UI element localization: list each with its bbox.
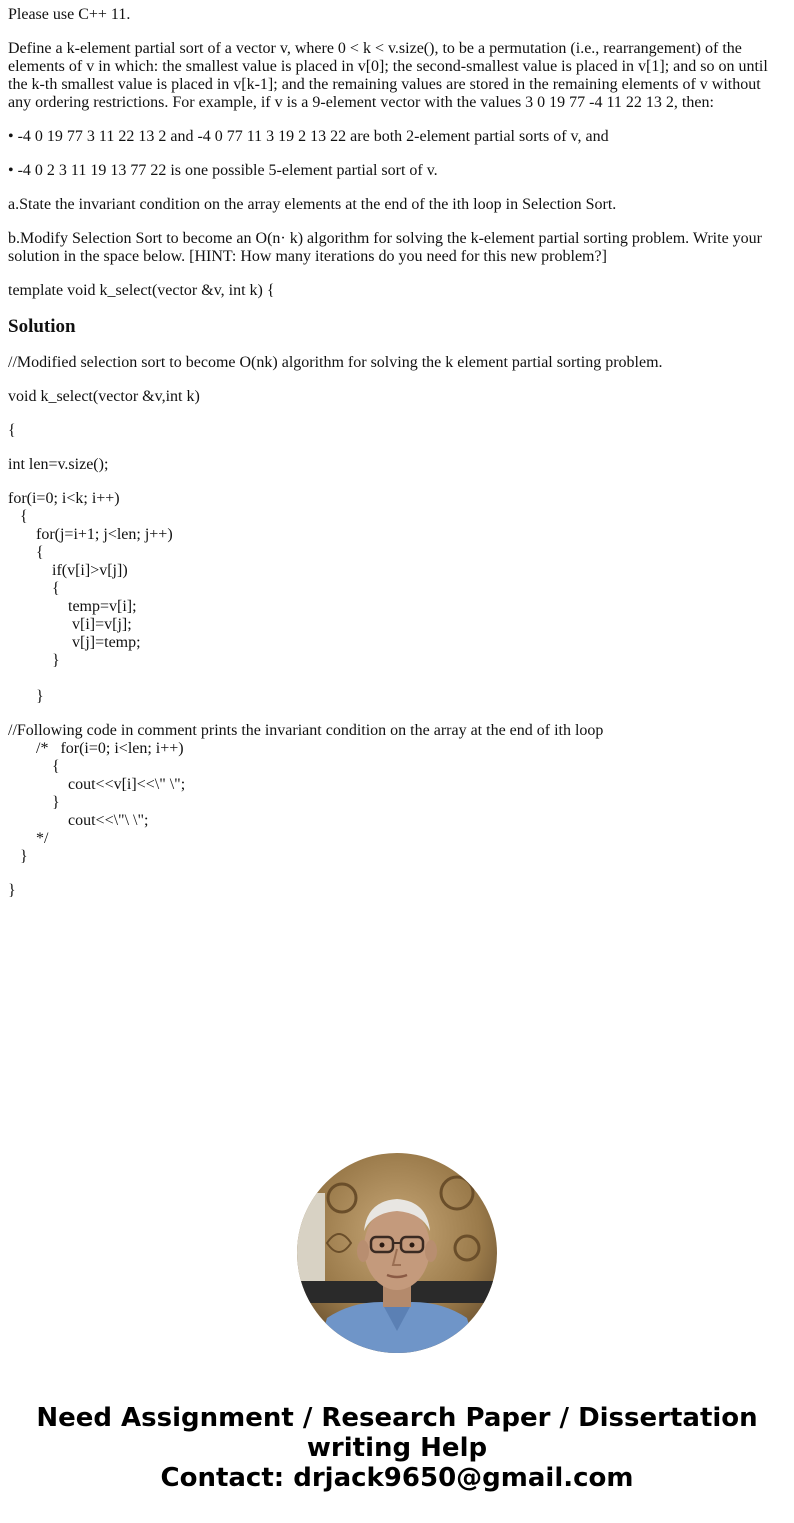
solution-comment: //Modified selection sort to become O(nk) algorithm for solving the k element partial sorting problem. xyxy=(8,354,663,371)
open-brace: { xyxy=(8,422,16,439)
banner-line-2: writing Help xyxy=(306,1433,488,1463)
intro-text: Please use C++ 11. xyxy=(8,6,131,23)
function-signature: void k_select(vector &v,int k) xyxy=(8,388,200,405)
banner-contact: Contact: drjack9650@gmail.com xyxy=(160,1463,634,1493)
part-a-text: a.State the invariant condition on the array elements at the end of the ith loop in Selection Sort. xyxy=(8,196,617,213)
template-line: template void k_select(vector &v, int k) { xyxy=(8,282,275,299)
close-brace: } xyxy=(8,882,16,899)
promo-banner xyxy=(0,1403,794,1493)
print-code-block: //Following code in comment prints the invariant condition on the array at the end of ith loop /* for(i=0; i<len; i++) { cout<<v[i]<<\" \"; } cout<<\"\ \"; */ } xyxy=(8,722,604,865)
bullet-example-2: • -4 0 2 3 11 19 13 77 22 is one possible 5-element partial sort of v. xyxy=(8,162,438,179)
author-avatar xyxy=(297,1153,497,1353)
definition-text: Define a k-element partial sort of a vector v, where 0 < k < v.size(), to be a permutation (i.e., rearrangement) of the elements of v in which: the smallest value is placed in v[0]; the second-smallest value is placed in v[1]; and so on until the k-th smallest value is placed in v[k-1]; and the remaining values are stored in the remaining elements of v without any ordering restrictions. For example, if v is a 9-element vector with the values 3 0 19 77 -4 11 22 13 2, then: xyxy=(8,40,768,111)
len-line: int len=v.size(); xyxy=(8,456,109,473)
banner-line-1: Need Assignment / Research Paper / Dissertation xyxy=(36,1403,758,1433)
bullet-example-1: • -4 0 19 77 3 11 22 13 2 and -4 0 77 11 3 19 2 13 22 are both 2-element partial sorts of v, and xyxy=(8,128,609,145)
author-portrait-icon xyxy=(297,1153,497,1353)
loop-code-block: for(i=0; i<k; i++) { for(j=i+1; j<len; j++) { if(v[i]>v[j]) { temp=v[i]; v[i]=v[j]; v[j]=temp; } } xyxy=(8,490,173,705)
article-content xyxy=(8,6,780,916)
part-b-text: b.Modify Selection Sort to become an O(n· k) algorithm for solving the k-element partial sorting problem. Write your solution in the space below. [HINT: How many iterations do you need for this new problem?] xyxy=(8,230,762,265)
solution-heading: Solution xyxy=(8,316,76,337)
